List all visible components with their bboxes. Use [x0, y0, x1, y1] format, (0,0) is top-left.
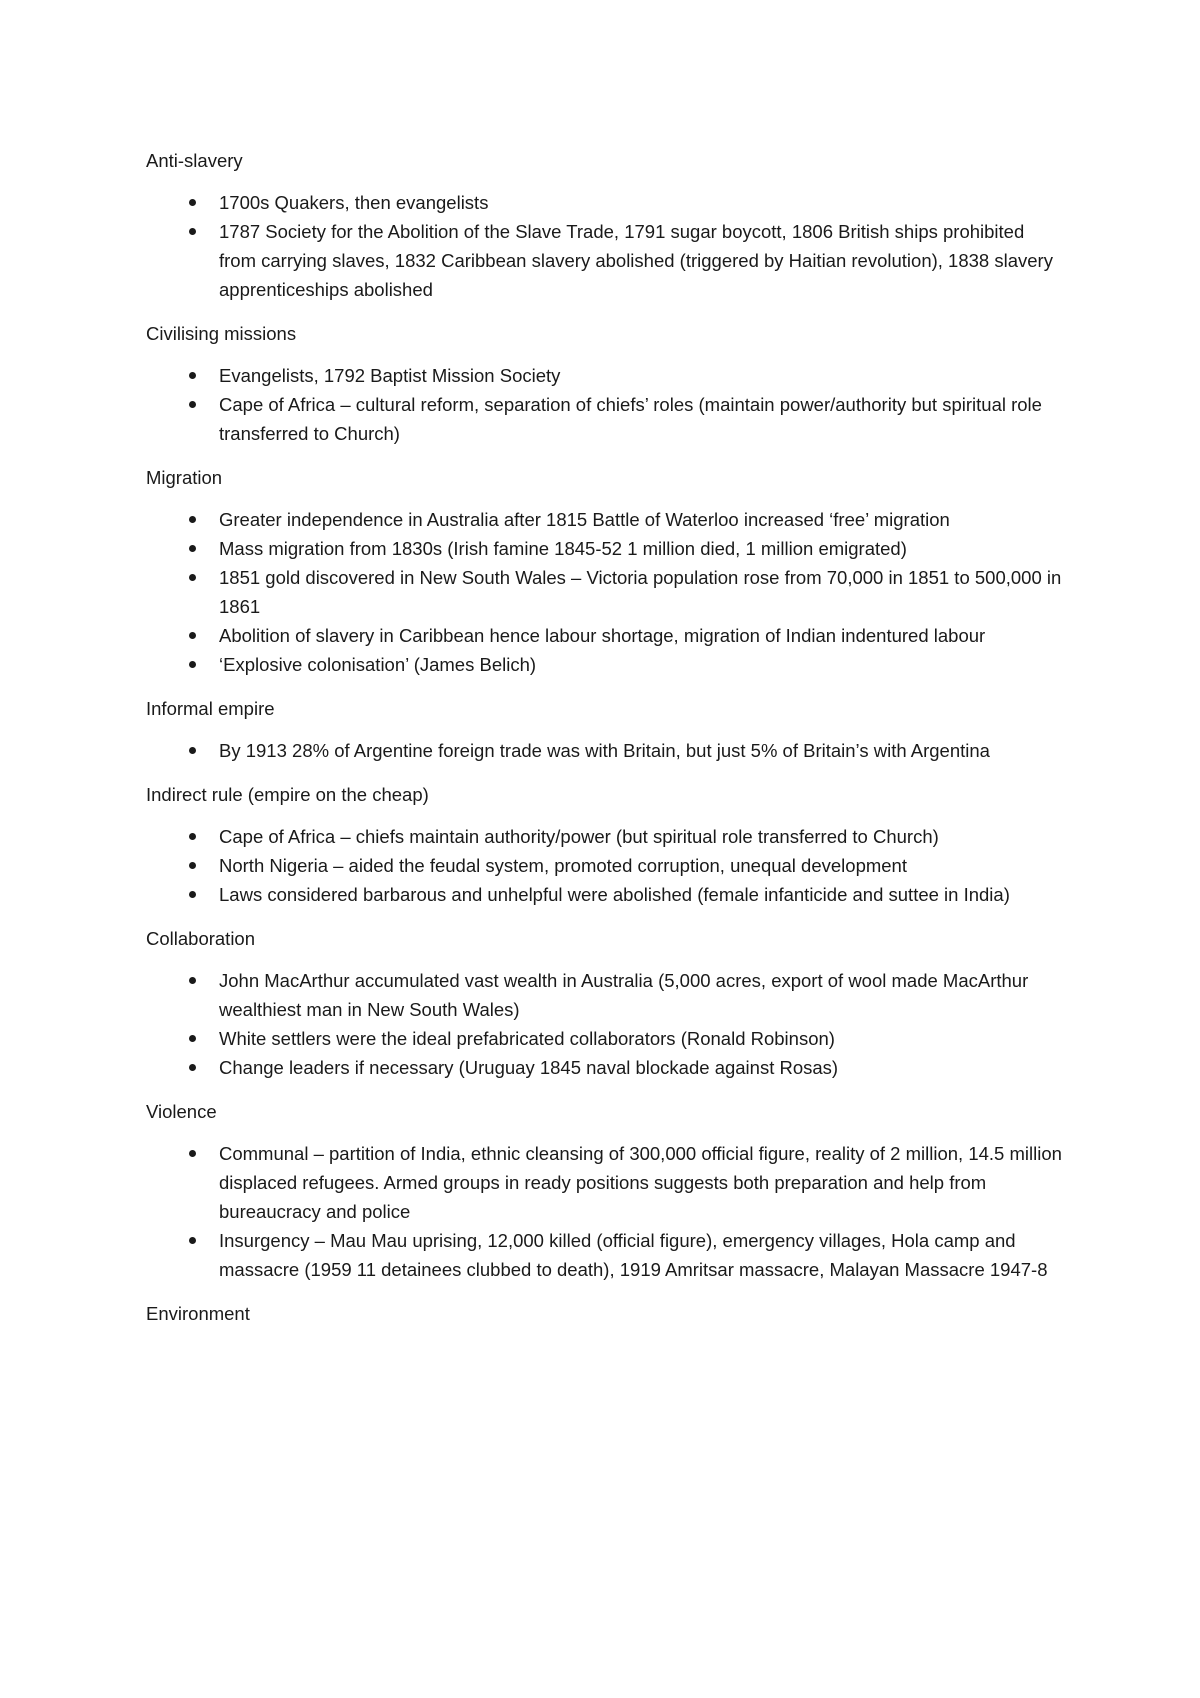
list-item [146, 1139, 1066, 1226]
list-item [146, 966, 1066, 1024]
list-item [146, 505, 1066, 534]
bullet-icon [189, 228, 196, 235]
bullet-icon [189, 1237, 196, 1244]
bullet-list [146, 1139, 1066, 1284]
bullet-icon [189, 372, 196, 379]
bullet-list [146, 361, 1066, 448]
list-item [146, 563, 1066, 621]
list-item [146, 217, 1066, 304]
list-item-text: By 1913 28% of Argentine foreign trade was with Britain, but just 5% of Britain’s with Argentina [219, 740, 990, 761]
list-item-text: Evangelists, 1792 Baptist Mission Society [219, 365, 561, 386]
document-body [146, 146, 1066, 1341]
list-item-text: Change leaders if necessary (Uruguay 1845 naval blockade against Rosas) [219, 1057, 839, 1078]
list-item [146, 621, 1066, 650]
list-item-text: Greater independence in Australia after 1815 Battle of Waterloo increased ‘free’ migration [219, 509, 950, 530]
list-item-text: John MacArthur accumulated vast wealth in Australia (5,000 acres, export of wool made MacArthur wealthiest man in New South Wales) [219, 970, 1029, 1020]
bullet-list [146, 188, 1066, 304]
section-heading: Environment [146, 1303, 250, 1324]
list-item-text: Abolition of slavery in Caribbean hence labour shortage, migration of Indian indentured labour [219, 625, 986, 646]
note-section [146, 694, 1066, 765]
bullet-list [146, 505, 1066, 679]
bullet-icon [189, 977, 196, 984]
list-item-text: 1787 Society for the Abolition of the Slave Trade, 1791 sugar boycott, 1806 British ships prohibited from carrying slaves, 1832 Caribbean slavery abolished (triggered by Haitian revolution), 1838 slavery apprenticeships abolished [219, 221, 1053, 300]
bullet-icon [189, 1064, 196, 1071]
section-heading: Informal empire [146, 698, 275, 719]
list-item-text: White settlers were the ideal prefabricated collaborators (Ronald Robinson) [219, 1028, 835, 1049]
list-item-text: 1700s Quakers, then evangelists [219, 192, 489, 213]
note-section [146, 146, 1066, 304]
bullet-icon [189, 862, 196, 869]
list-item [146, 534, 1066, 563]
section-heading: Collaboration [146, 928, 256, 949]
list-item-text: Mass migration from 1830s (Irish famine 1845-52 1 million died, 1 million emigrated) [219, 538, 907, 559]
bullet-icon [189, 632, 196, 639]
section-heading: Migration [146, 467, 223, 488]
list-item [146, 1053, 1066, 1082]
bullet-icon [189, 891, 196, 898]
bullet-list [146, 966, 1066, 1082]
bullet-icon [189, 199, 196, 206]
note-section [146, 463, 1066, 679]
list-item [146, 188, 1066, 217]
bullet-icon [189, 545, 196, 552]
bullet-icon [189, 1035, 196, 1042]
bullet-icon [189, 661, 196, 668]
note-section [146, 924, 1066, 1082]
section-heading: Anti-slavery [146, 150, 243, 171]
list-item [146, 851, 1066, 880]
bullet-icon [189, 401, 196, 408]
section-heading: Indirect rule (empire on the cheap) [146, 784, 429, 805]
note-section [146, 1097, 1066, 1284]
list-item-text: Cape of Africa – cultural reform, separation of chiefs’ roles (maintain power/authority but spiritual role transferred to Church) [219, 394, 1042, 444]
bullet-icon [189, 833, 196, 840]
list-item [146, 736, 1066, 765]
section-heading: Civilising missions [146, 323, 297, 344]
list-item [146, 880, 1066, 909]
note-section [146, 319, 1066, 448]
list-item-text: Insurgency – Mau Mau uprising, 12,000 killed (official figure), emergency villages, Hola camp and massacre (1959 11 detainees clubbed to death), 1919 Amritsar massacre, Malayan Massacre 1947-8 [219, 1230, 1048, 1280]
bullet-icon [189, 516, 196, 523]
list-item-text: Laws considered barbarous and unhelpful were abolished (female infanticide and suttee in India) [219, 884, 1010, 905]
list-item-text: 1851 gold discovered in New South Wales – Victoria population rose from 70,000 in 1851 to 500,000 in 1861 [219, 567, 1062, 617]
note-section [146, 780, 1066, 909]
bullet-list [146, 822, 1066, 909]
note-section [146, 1299, 1066, 1328]
list-item [146, 650, 1066, 679]
list-item [146, 361, 1066, 390]
list-item-text: ‘Explosive colonisation’ (James Belich) [219, 654, 537, 675]
bullet-icon [189, 574, 196, 581]
list-item-text: Cape of Africa – chiefs maintain authority/power (but spiritual role transferred to Church) [219, 826, 939, 847]
list-item-text: Communal – partition of India, ethnic cleansing of 300,000 official figure, reality of 2 million, 14.5 million displaced refugees. Armed groups in ready positions suggests both preparation and help from bureaucracy and police [219, 1143, 1062, 1222]
list-item [146, 1226, 1066, 1284]
list-item [146, 1024, 1066, 1053]
section-heading: Violence [146, 1101, 217, 1122]
list-item [146, 822, 1066, 851]
list-item-text: North Nigeria – aided the feudal system, promoted corruption, unequal development [219, 855, 907, 876]
bullet-list [146, 736, 1066, 765]
bullet-icon [189, 747, 196, 754]
bullet-icon [189, 1150, 196, 1157]
list-item [146, 390, 1066, 448]
